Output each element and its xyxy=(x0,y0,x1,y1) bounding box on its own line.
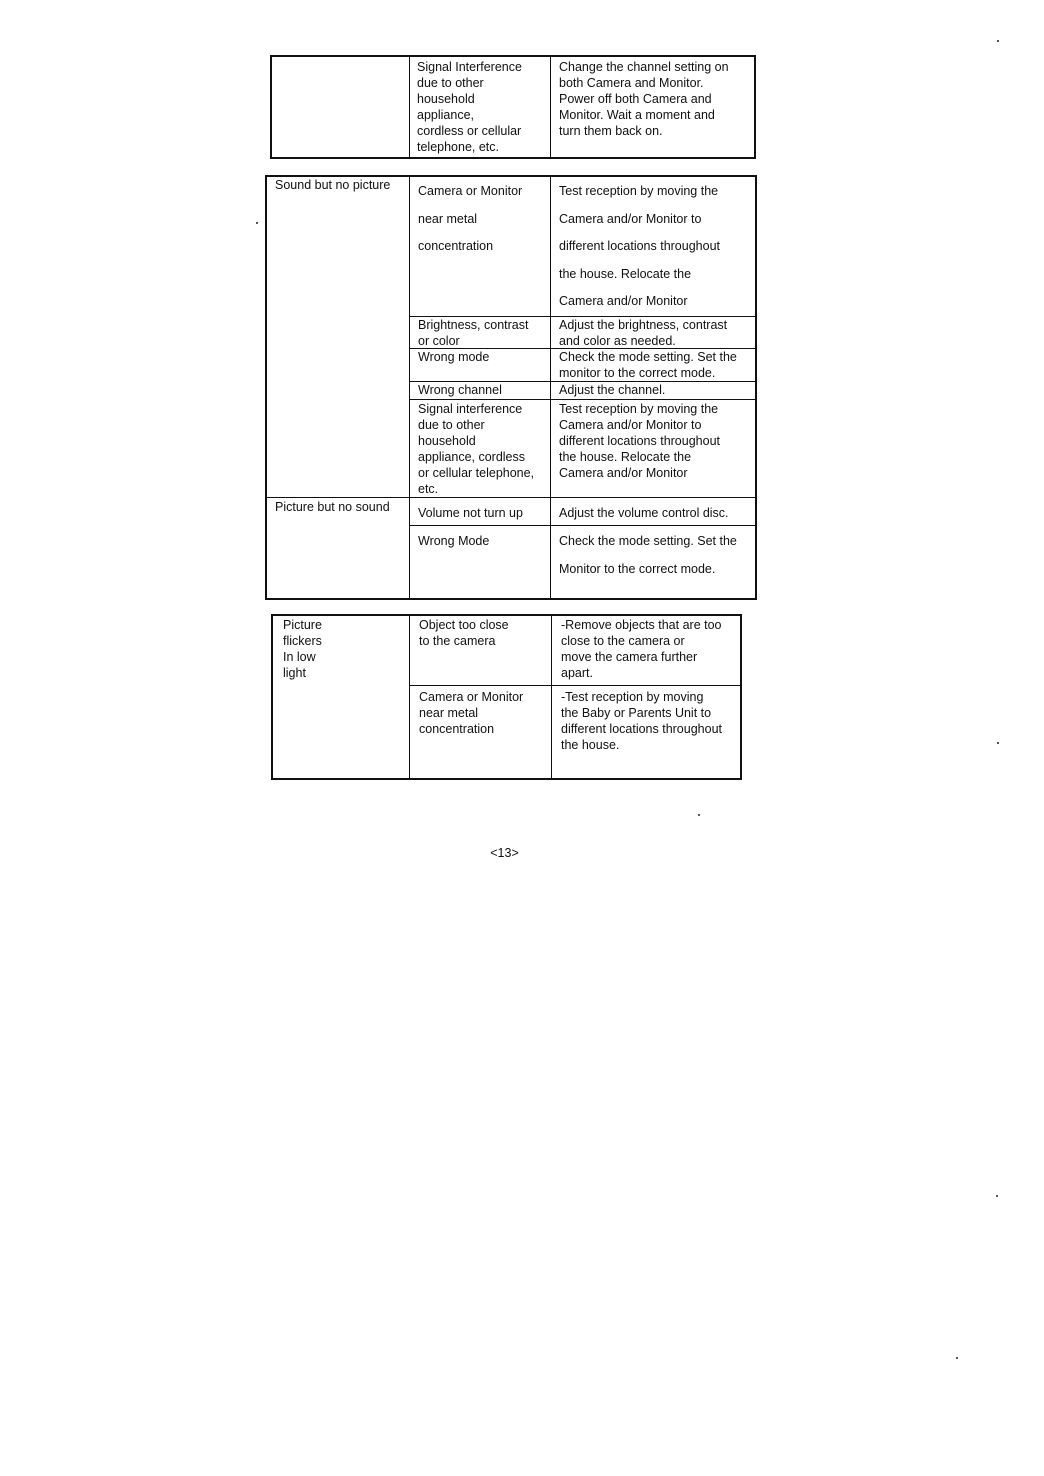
row-divider xyxy=(409,685,740,686)
troubleshooting-table-1 xyxy=(270,55,756,159)
row-divider xyxy=(267,497,755,498)
solution-cell: -Test reception by moving the Baby or Parents Unit to different locations throughout the house. xyxy=(561,690,722,752)
row-divider xyxy=(409,525,755,526)
cause-cell: Object too close to the camera xyxy=(419,618,509,648)
solution-cell: Adjust the channel. xyxy=(559,383,666,397)
solution-cell: Test reception by moving the Camera and/or Monitor to different locations throughout the house. Relocate the Camera and/or Monitor xyxy=(559,402,720,480)
column-divider xyxy=(409,616,410,778)
solution-cell: Change the channel setting on both Camera and Monitor. Power off both Camera and Monitor. Wait a moment and turn them back on. xyxy=(559,60,729,138)
column-divider xyxy=(409,177,410,598)
solution-cell: Adjust the volume control disc. xyxy=(559,506,729,520)
troubleshooting-table-3 xyxy=(271,614,742,780)
solution-cell: Test reception by moving the Camera and/or Monitor to different locations throughout the house. Relocate the Camera and/or Monitor xyxy=(559,184,720,308)
cause-cell: Signal interference due to other household appliance, cordless or cellular telephone, etc. xyxy=(418,402,535,496)
cause-cell: Wrong Mode xyxy=(418,534,490,548)
cause-cell: Camera or Monitor near metal concentration xyxy=(419,690,524,736)
column-divider xyxy=(550,57,551,157)
column-divider xyxy=(550,177,551,598)
column-divider xyxy=(551,616,552,778)
scan-speck xyxy=(256,222,258,224)
solution-cell: Check the mode setting. Set the monitor to the correct mode. xyxy=(559,350,737,380)
troubleshooting-table-2 xyxy=(265,175,757,600)
cause-cell: Wrong channel xyxy=(418,383,502,397)
cause-cell: Brightness, contrast or color xyxy=(418,318,529,348)
row-divider xyxy=(409,399,755,400)
scan-speck xyxy=(996,1195,998,1197)
problem-cell: Picture flickers In low light xyxy=(283,618,322,680)
scan-speck xyxy=(698,814,700,816)
cause-cell: Camera or Monitor near metal concentration xyxy=(418,184,523,253)
problem-cell: Sound but no picture xyxy=(275,178,391,192)
scan-speck xyxy=(997,742,999,744)
scan-speck xyxy=(997,40,999,42)
solution-cell: Adjust the brightness, contrast and color as needed. xyxy=(559,318,728,348)
scan-speck xyxy=(956,1357,958,1359)
page-number: <13> xyxy=(490,846,519,860)
cause-cell: Signal Interference due to other household appliance, cordless or cellular telephone, etc. xyxy=(417,60,522,154)
column-divider xyxy=(409,57,410,157)
solution-cell: -Remove objects that are too close to the camera or move the camera further apart. xyxy=(561,618,722,680)
cause-cell: Volume not turn up xyxy=(418,506,523,520)
problem-cell: Picture but no sound xyxy=(275,500,390,514)
cause-cell: Wrong mode xyxy=(418,350,490,364)
solution-cell: Check the mode setting. Set the Monitor to the correct mode. xyxy=(559,534,737,576)
